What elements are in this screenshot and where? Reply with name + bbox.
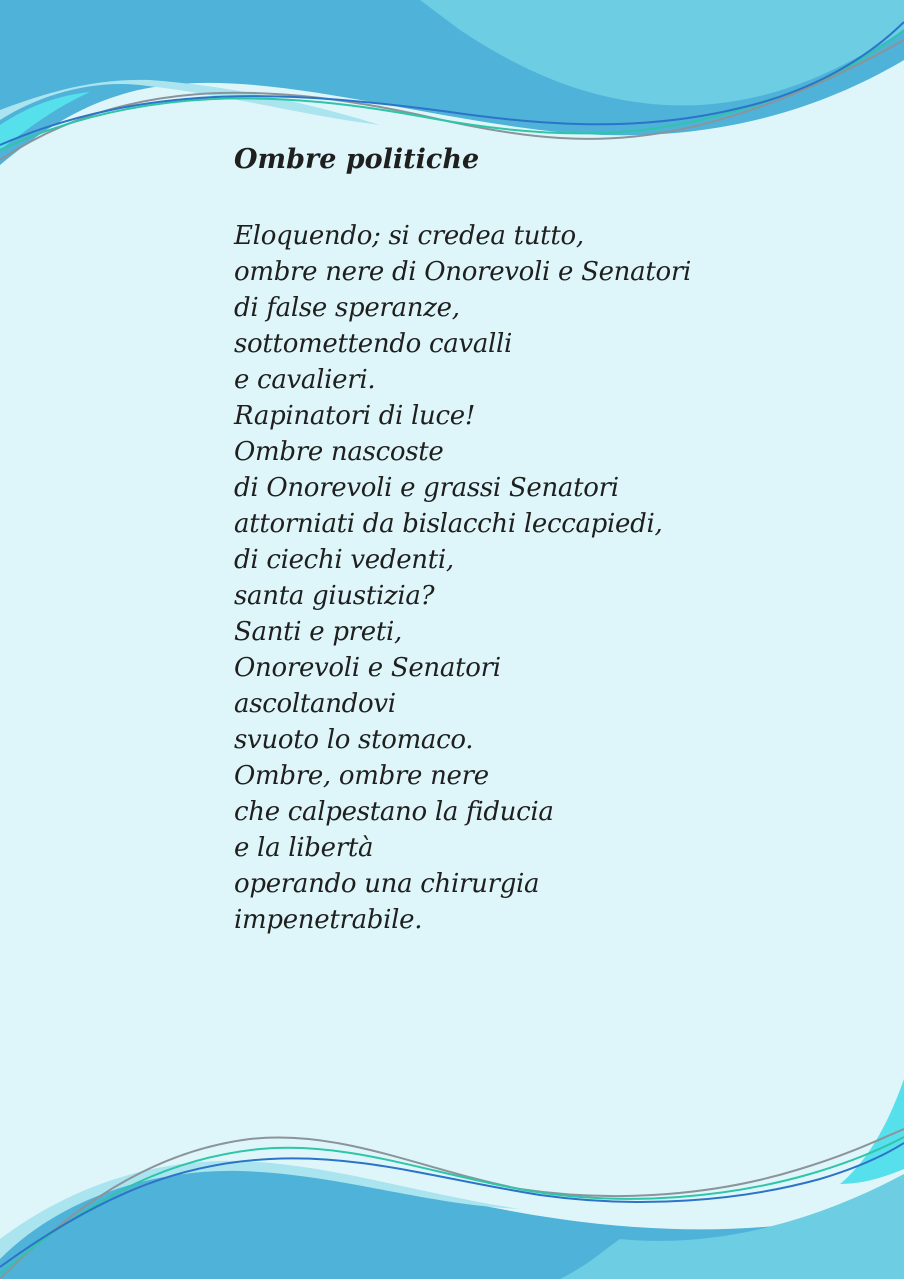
poem-line: operando una chirurgia [234,869,540,899]
poem-line: Ombre, ombre nere [234,761,489,791]
poem-line: svuoto lo stomaco. [234,725,474,755]
poem-line: Ombre nascoste [234,437,444,467]
poem-line: Eloquendo; si credea tutto, [234,221,584,251]
poem-line: sottomettendo cavalli [234,329,513,359]
poem-line: di false speranze, [234,293,460,323]
poem-line: ascoltandovi [234,689,396,719]
poem-line: ombre nere di Onorevoli e Senatori [234,257,691,287]
poem-title: Ombre politiche [234,144,480,175]
bottom-wave-decoration [0,1079,904,1279]
poem-line: Santi e preti, [234,617,403,647]
poem-line: Rapinatori di luce! [234,401,475,431]
poem [234,140,834,938]
poem-line: che calpestano la fiducia [234,797,554,827]
poem-body [234,218,834,938]
poem-line: Onorevoli e Senatori [234,653,501,683]
poem-line: attorniati da bislacchi leccapiedi, [234,509,663,539]
poem-line: e cavalieri. [234,365,376,395]
poem-line: di ciechi vedenti, [234,545,454,575]
poem-line: e la libertà [234,833,374,863]
poem-line: santa giustizia? [234,581,435,611]
poem-line: di Onorevoli e grassi Senatori [234,473,619,503]
poem-line: impenetrabile. [234,905,423,935]
